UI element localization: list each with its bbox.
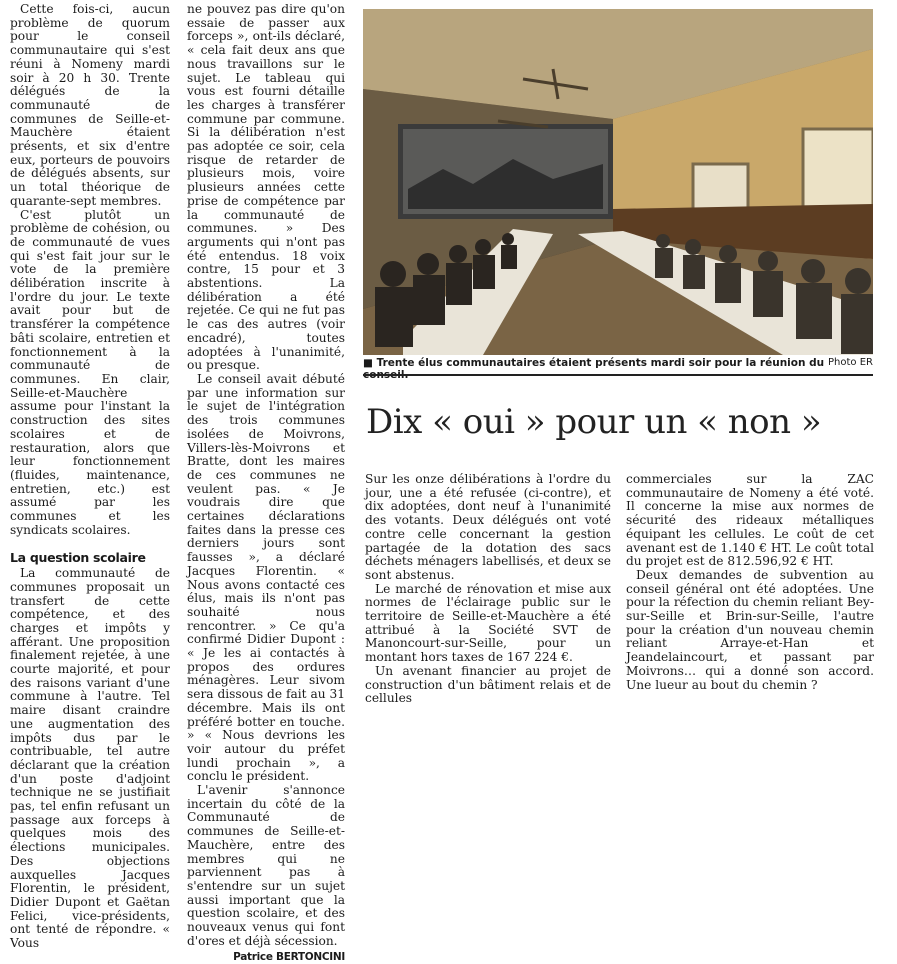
caption-text: ■ Trente élus communautaires étaient présents mardi soir pour la réunion du: [363, 357, 825, 369]
paragraph: Sur les onze délibérations à l'ordre du jour, une a été refusée (ci-contre), et dix adoptées, dont neuf à l'unanimité des votants. Deux délégués ont voté contre celle concernant la gestion partagée de la dotation des sacs déchets ménagers labellisés, et deux se sont abstenus.: [365, 472, 611, 582]
paragraph: Un avenant financier au projet de construction d'un bâtiment relais et de cellules: [365, 663, 611, 706]
paragraph: C'est plutôt un problème de cohésion, ou de communauté de vues qui s'est fait jour sur le vote de la première délibération inscrite à l'ordre du jour. Le texte avait pour but de transférer la compétence bâti scolaire, entretien et fonctionnement à la communauté de communes. En clair, Seille-et-Mauchère assume pour l'instant la construction des sites scolaires et de restauration, alors que leur fonctionnement (fluides, maintenance, entretien, etc.) est assumé par les communes et les syndicats scolaires.: [10, 207, 170, 537]
box-column-1: [365, 473, 611, 706]
meeting-photo-illustration: [363, 9, 873, 355]
article-column-2: [187, 3, 345, 964]
paragraph: Le marché de rénovation et mise aux normes de l'éclairage public sur le territoire de Seille-et-Mauchère a été attribué à la Société SVT de Manoncourt-sur-Seille, pour un montant hors taxes de 167 224 €.: [365, 581, 611, 665]
paragraph: Deux demandes de subvention au conseil général ont été adoptées. Une pour la réfection du chemin reliant Bey-sur-Seille et Brin-sur-Seille, l'autre pour la création d'un nouveau chemin reliant Arraye-et-Han et Jeandelaincourt, et passant par Moivrons… qui a donné son accord. Une lueur au bout du chemin ?: [626, 567, 874, 692]
box-column-2: [626, 473, 874, 692]
subheading: La question scolaire: [10, 550, 146, 566]
meeting-photo: [363, 9, 873, 355]
divider: [363, 374, 873, 376]
paragraph: ne pouvez pas dire qu'on essaie de passer aux forceps », ont-ils déclaré, « cela fait deux ans que nous travaillons sur le sujet. Le tableau qui vous est fourni détaille les charges à transférer commune par commune. Si la délibération n'est pas adoptée ce soir, cela risque de retarder de plusieurs mois, voire plusieurs années cette prise de compétence par la communauté de communes. » Des arguments qui n'ont pas été entendus. 18 voix contre, 15 pour et 3 abstentions. La délibération a été rejetée. Ce qui ne fut pas le cas des autres (voir encadré), toutes adoptées à l'unanimité, ou presque.: [187, 2, 345, 373]
author-signature: Patrice BERTONCINI: [233, 950, 345, 963]
paragraph: Cette fois-ci, aucun problème de quorum pour le conseil communautaire qui s'est réuni à Nomeny mardi soir à 20 h 30. Trente délégués de la communauté de communes de Seille-et-Mauchère étaient présents, et six d'entre eux, porteurs de pouvoirs de délégués absents, sur un total théorique de quarante-sept membres.: [10, 2, 170, 208]
paragraph: Le conseil avait débuté par une information sur le sujet de l'intégration des trois communes isolées de Moivrons, Villers-lès-Moivrons et Bratte, dont les maires de ces communes ne veulent pas. « Je voudrais dire que certaines déclarations faites dans la presse ces derniers jours sont fausses », a déclaré Jacques Florentin. « Nous avons contacté ces élus, mais ils n'ont pas souhaité nous rencontrer. » Ce qu'a confirmé Didier Dupont : « Je les ai contactés à propos des ordures ménagères. Leur sivom sera dissous de fait au 31 décembre. Mais ils ont préféré botter en touche. » « Nous devrions les voir autour du préfet lundi prochain », a conclu le président.: [187, 371, 345, 784]
photo-caption: [363, 357, 873, 381]
headline: Dix « oui » pour un « non »: [366, 402, 822, 442]
article-column-1: [10, 3, 170, 951]
paragraph: commerciales sur la ZAC communautaire de Nomeny a été voté. Il concerne la mise aux normes de sécurité des rideaux métalliques équipant les cellules. Le coût de cet avenant est de 1.140 € HT. Le coût total du projet est de 812.596,92 € HT.: [626, 472, 874, 569]
photo-credit: Photo ER: [828, 357, 873, 368]
paragraph: L'avenir s'annonce incertain du côté de la Communauté de communes de Seille-et-Mauchère, entre des membres qui ne parviennent pas à s'entendre sur un sujet aussi important que la question scolaire, et des nouveaux venus qui font d'ores et déjà sécession.: [187, 783, 345, 948]
paragraph: La communauté de communes proposait un transfert de cette compétence, et des charges et impôts y afférant. Une proposition finalement rejetée, à une courte majorité, et pour des raisons variant d'une commune à l'autre. Tel maire disant craindre une augmentation des impôts dus par le contribuable, tel autre déclarant que la création d'un poste d'adjoint technique ne se justifiait pas, tel enfin refusant un passage aux forceps à quelques mois des élections municipales. Des objections auxquelles Jacques Florentin, le président, Didier Dupont et Gaëtan Felici, vice-présidents, ont tenté de répondre. « Vous: [10, 566, 170, 951]
